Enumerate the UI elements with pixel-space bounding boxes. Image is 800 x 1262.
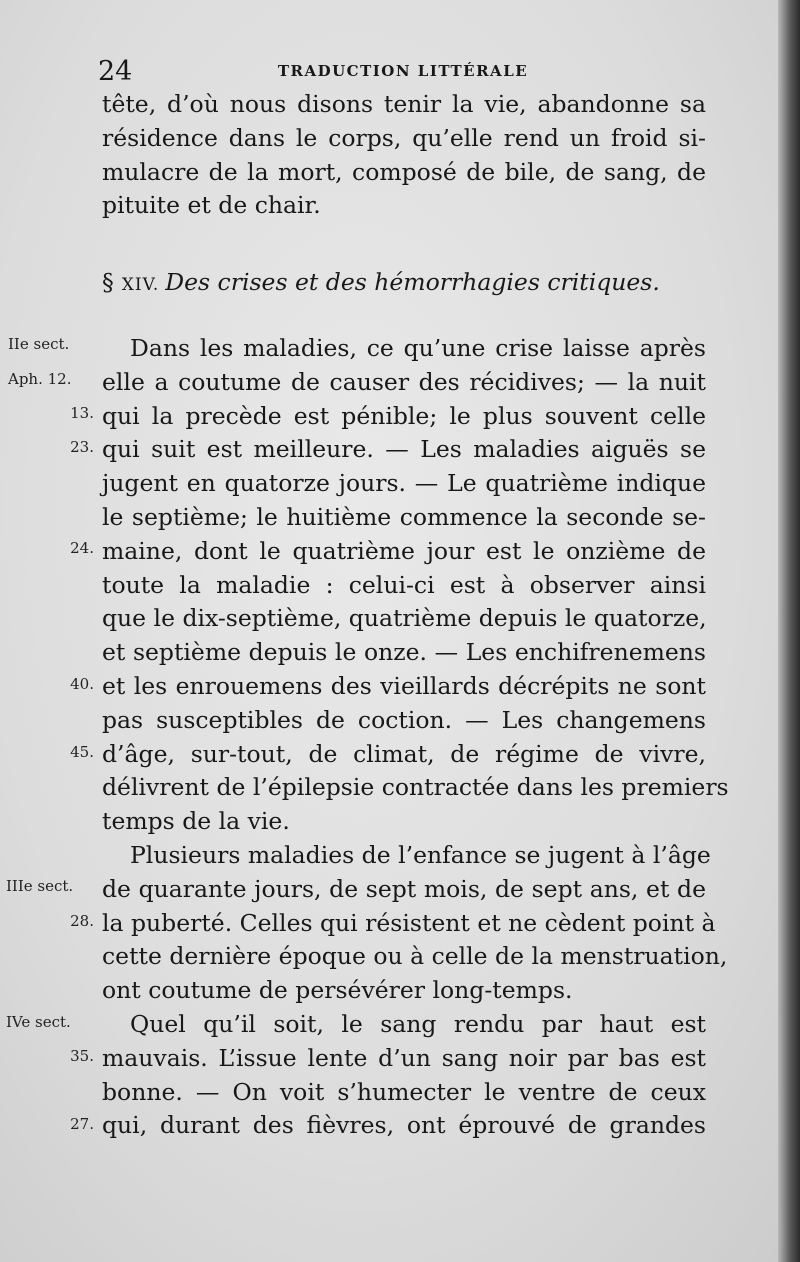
margin-note: 45. xyxy=(70,743,94,761)
main-text xyxy=(102,332,729,1143)
margin-note: IIIe sect. xyxy=(6,877,74,895)
text-line: qui suit est meilleure. — Les maladies aiguës se xyxy=(102,435,706,464)
text-line: maine, dont le quatrième jour est le onzième de xyxy=(102,536,706,565)
text-line: jugent en quatorze jours. — Le quatrième indique xyxy=(102,469,706,498)
text-line: le septième; le huitième commence la seconde se- xyxy=(102,502,706,531)
text-line: tête, d’où nous disons tenir la vie, abandonne sa xyxy=(102,90,706,118)
text-line: la puberté. Celles qui résistent et ne cèdent point à xyxy=(102,908,716,937)
text-line: mulacre de la mort, composé de bile, de sang, de xyxy=(102,157,706,186)
text-line: mauvais. L’issue lente d’un sang noir par bas est xyxy=(102,1043,706,1072)
text-line: délivrent de l’épilepsie contractée dans les premiers xyxy=(102,773,729,802)
running-title: TRADUCTION LITTÉRALE xyxy=(277,62,529,80)
text-line: ont coutume de persévérer long-temps. xyxy=(102,976,573,1005)
page-number: 24 xyxy=(98,56,133,87)
margin-note: 13. xyxy=(70,404,94,422)
margin-note: 27. xyxy=(70,1115,94,1133)
text-line: bonne. — On voit s’humecter le ventre de ceux xyxy=(102,1077,706,1106)
text-line: temps de la vie. xyxy=(102,807,290,836)
margin-note: Aph. 12. xyxy=(8,370,72,388)
section-number: XIV. xyxy=(121,275,160,295)
text-line: toute la maladie : celui-ci est à observer ainsi xyxy=(102,570,706,599)
text-line: et les enrouemens des vieillards décrépits ne sont xyxy=(102,671,706,700)
margin-note: 35. xyxy=(70,1047,94,1065)
margin-note: 23. xyxy=(70,438,94,456)
running-head xyxy=(98,56,708,90)
text-line: et septième depuis le onze. — Les enchifrenemens xyxy=(102,638,706,667)
page-edge-shadow xyxy=(778,0,800,1262)
text-line: elle a coutume de causer des récidives; — la nuit xyxy=(102,367,706,396)
top-paragraph xyxy=(102,88,706,223)
text-line: pituite et de chair. xyxy=(102,191,321,220)
text-line: Dans les maladies, ce qu’une crise laisse après xyxy=(130,334,706,362)
text-line: Quel qu’il soit, le sang rendu par haut est xyxy=(130,1009,706,1038)
text-line: que le dix-septième, quatrième depuis le quatorze, xyxy=(102,604,707,633)
text-line: Plusieurs maladies de l’enfance se jugent à l’âge xyxy=(130,840,711,869)
section-title: Des crises et des hémorrhagies critiques. xyxy=(165,268,660,296)
text-line: d’âge, sur-tout, de climat, de régime de vivre, xyxy=(102,739,706,768)
section-symbol: § xyxy=(102,268,114,296)
text-line: de quarante jours, de sept mois, de sept ans, et de xyxy=(102,874,706,903)
text-line: résidence dans le corps, qu’elle rend un froid si- xyxy=(102,123,706,152)
text-line: qui, durant des fièvres, ont éprouvé de grandes xyxy=(102,1111,706,1140)
margin-note: IIe sect. xyxy=(8,335,70,353)
text-line: cette dernière époque ou à celle de la menstruation, xyxy=(102,942,728,971)
text-line: qui la precède est pénible; le plus souvent celle xyxy=(102,401,706,430)
margin-note: IVe sect. xyxy=(6,1013,71,1031)
margin-note: 24. xyxy=(70,539,94,557)
margin-note: 40. xyxy=(70,675,94,693)
section-heading xyxy=(102,262,706,302)
margin-note: 28. xyxy=(70,912,94,930)
text-line: pas susceptibles de coction. — Les changemens xyxy=(102,705,706,734)
